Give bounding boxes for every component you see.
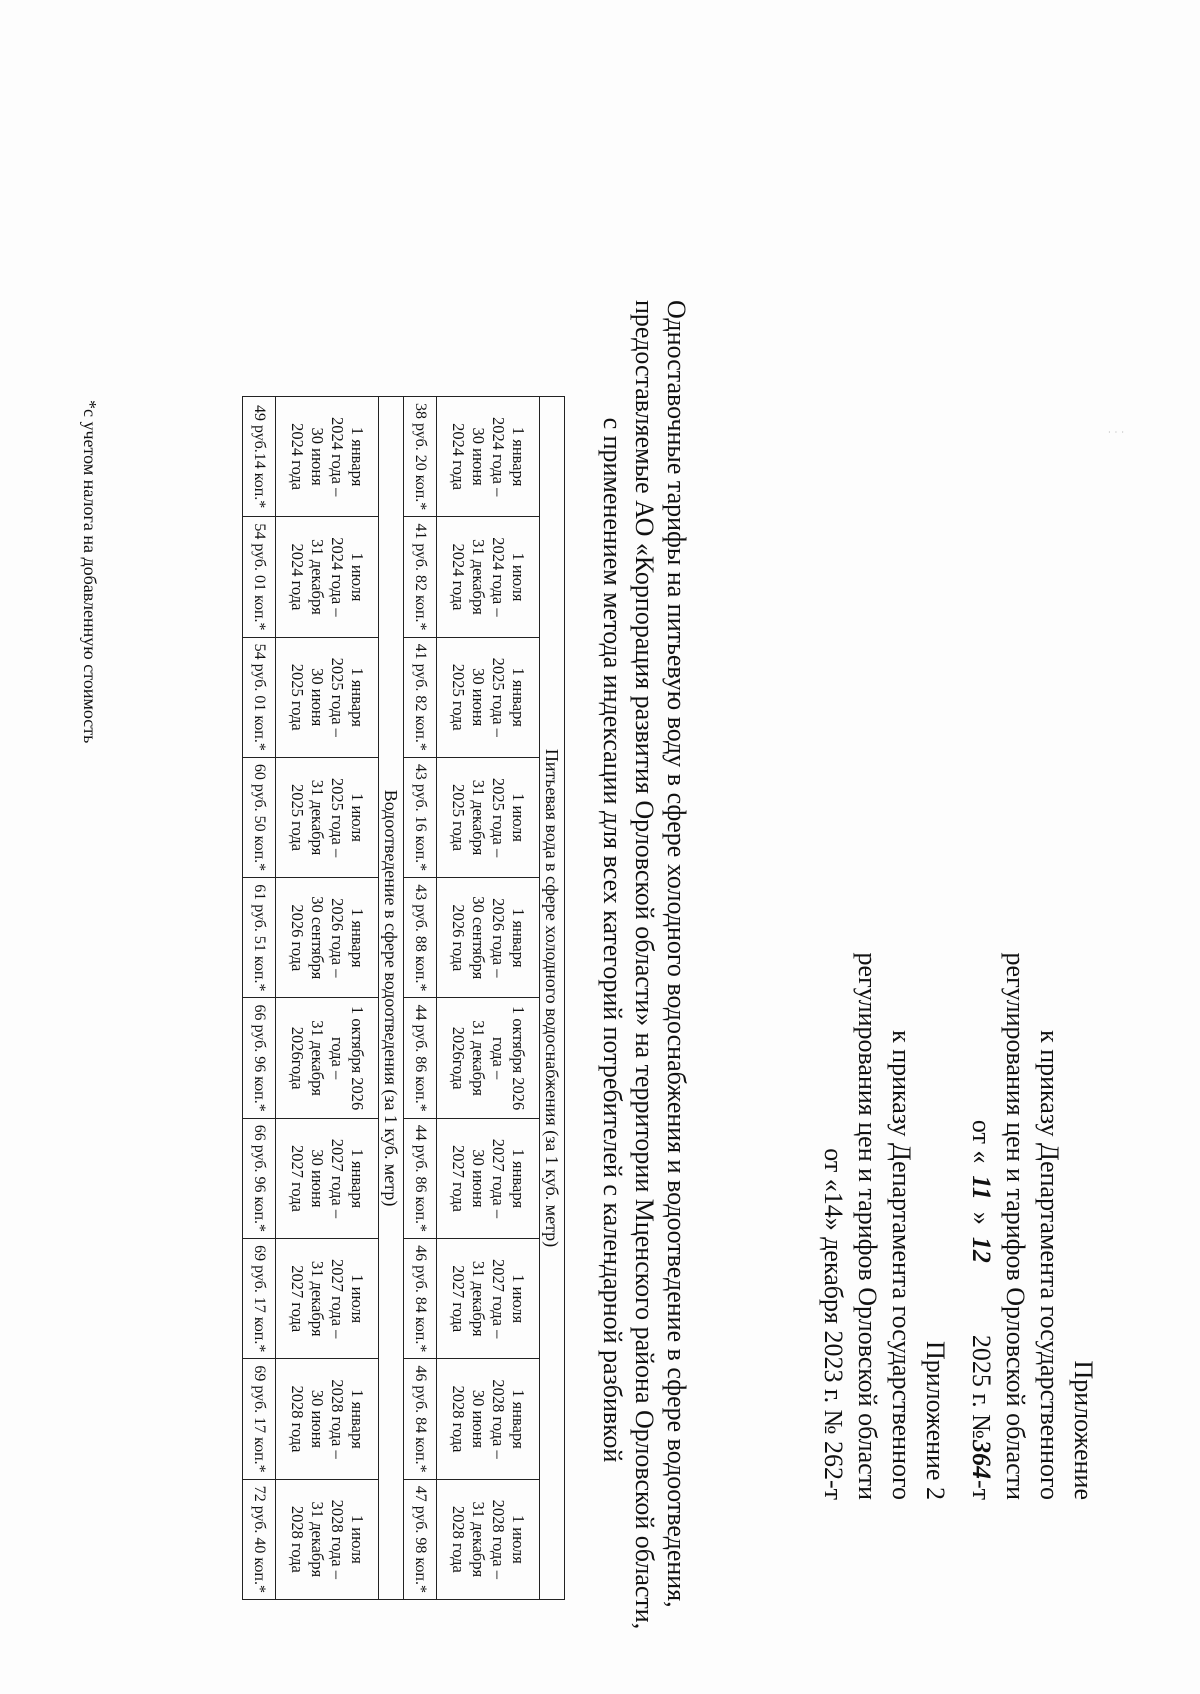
vat-footnote: *с учетом налога на добавленную стоимость — [80, 400, 100, 744]
period-line: 2028 года — [449, 1385, 468, 1453]
period-line: года – — [328, 1037, 347, 1080]
period-cell — [276, 397, 379, 517]
period-row — [276, 397, 379, 1600]
period-line: 2026 года – — [489, 898, 508, 978]
period-line: 1 января — [348, 426, 367, 487]
period-cell — [437, 637, 540, 757]
tariff-value-cell: 66 руб. 96 коп.* — [243, 998, 276, 1118]
period-line: 2026года — [288, 1026, 307, 1090]
period-line: 1 июля — [348, 1274, 367, 1324]
scan-speck: · · · — [1108, 428, 1125, 437]
period-line: 1 июля — [348, 1514, 367, 1564]
period-line: 1 января — [348, 1389, 367, 1449]
period-cell — [276, 1239, 379, 1359]
period-line: 2026 года – — [328, 898, 347, 978]
prior-order-line: к приказу Департамента государственного — [887, 1030, 916, 1500]
appendix-title: Приложение — [1069, 1360, 1098, 1500]
period-line: 2024 года – — [489, 537, 508, 617]
period-line: 31 декабря — [469, 539, 488, 615]
period-line: 2024 года — [288, 423, 307, 491]
period-line: 1 января — [509, 667, 528, 727]
tariff-value-cell: 43 руб. 88 коп.* — [404, 878, 437, 998]
section-heading-row — [379, 397, 404, 1600]
prior-department-line: регулирования цен и тарифов Орловской области — [853, 952, 882, 1500]
tariff-value-cell: 69 руб. 17 коп.* — [243, 1359, 276, 1479]
period-line: 30 июня — [469, 1149, 488, 1208]
period-line: 31 декабря — [469, 779, 488, 856]
period-line: 1 января — [348, 667, 367, 727]
period-line: 2025 года — [288, 663, 307, 731]
period-line: 31 декабря — [308, 539, 327, 615]
period-cell — [276, 878, 379, 998]
appendix-order-line: к приказу Департамента государственного — [1035, 1030, 1064, 1500]
period-line: 1 января — [348, 1148, 367, 1209]
period-line: 31 декабря — [308, 1020, 327, 1096]
period-cell — [437, 1359, 540, 1479]
period-cell — [437, 1479, 540, 1599]
period-cell — [437, 397, 540, 517]
period-line: 1 января — [509, 426, 528, 487]
period-cell — [276, 1479, 379, 1599]
period-line: 2025 года – — [328, 657, 347, 737]
tariff-value-cell: 41 руб. 82 коп.* — [404, 517, 437, 637]
appendix-date-line — [964, 600, 998, 1500]
period-line: 2028 года – — [489, 1379, 508, 1459]
period-line: 31 декабря — [469, 1020, 488, 1096]
period-line: 2027 года — [449, 1265, 468, 1333]
period-line: 2024 года – — [328, 537, 347, 617]
period-line: 2024 года — [449, 423, 468, 491]
period-cell — [276, 517, 379, 637]
period-line: 2025 года — [288, 784, 307, 852]
period-cell — [276, 757, 379, 877]
period-line: 1 января — [509, 1148, 528, 1209]
handwritten-day: 11 — [967, 1175, 996, 1200]
period-line: 31 декабря — [308, 1501, 327, 1578]
period-line: 30 сентября — [308, 896, 327, 980]
period-line: 2025 года — [449, 784, 468, 852]
period-line: 2028 года – — [328, 1379, 347, 1459]
period-line: 30 сентября — [469, 896, 488, 980]
period-line: 2024 года – — [328, 416, 347, 497]
handwritten-number: 364 — [967, 1439, 996, 1479]
tariff-value-cell: 54 руб. 01 коп.* — [243, 517, 276, 637]
title-line-3: с применением метода индексации для всех категорий потребителей с календарной разбивкой — [598, 417, 627, 1463]
period-line: 2024 года – — [489, 416, 508, 497]
period-line: 30 июня — [308, 1149, 327, 1208]
period-cell — [437, 998, 540, 1118]
title-line-2: предоставляемые АО «Корпорация развития Орловской области» на территории Мценского района Орловской области, — [630, 300, 659, 1630]
tariff-value-cell: 46 руб. 84 коп.* — [404, 1359, 437, 1479]
period-line: 2028 года — [288, 1385, 307, 1453]
tariff-value-cell: 38 руб. 20 коп.* — [404, 397, 437, 517]
tariff-value-cell: 49 руб.14 коп.* — [243, 397, 276, 517]
period-line: 30 июня — [469, 1389, 488, 1449]
period-line: 2026 года — [288, 904, 307, 972]
period-line: 2027 года — [288, 1265, 307, 1333]
date-mid: » — [967, 1211, 996, 1225]
period-line: 30 июня — [308, 1389, 327, 1449]
period-line: 1 июля — [348, 793, 367, 843]
period-line: 1 июля — [348, 552, 367, 602]
tariff-value-cell: 61 руб. 51 коп.* — [243, 878, 276, 998]
prior-appendix-title: Приложение 2 — [921, 1340, 950, 1500]
period-line: 31 декабря — [469, 1260, 488, 1337]
section-heading: Питьевая вода в сфере холодного водоснабжения (за 1 куб. метр) — [540, 397, 565, 1600]
period-line: 1 октября 2026 — [509, 1005, 528, 1111]
period-row — [437, 397, 540, 1600]
period-line: 2025 года — [449, 663, 468, 731]
tariff-value-row — [404, 397, 437, 1600]
tariff-value-cell: 43 руб. 16 коп.* — [404, 757, 437, 877]
period-line: 30 июня — [469, 427, 488, 486]
period-line: 1 июля — [509, 1514, 528, 1564]
period-line: 1 января — [348, 908, 367, 968]
period-line: 31 декабря — [469, 1501, 488, 1578]
period-line: 1 июля — [509, 552, 528, 602]
period-line: 2027 года – — [489, 1259, 508, 1339]
tariff-value-cell: 44 руб. 86 коп.* — [404, 998, 437, 1118]
rotated-document — [0, 100, 1100, 1630]
period-cell — [437, 757, 540, 877]
period-line: 2024 года — [449, 543, 468, 611]
tariff-value-cell: 44 руб. 86 коп.* — [404, 1118, 437, 1238]
period-line: 2028 года — [288, 1505, 307, 1573]
tariff-value-cell: 60 руб. 50 коп.* — [243, 757, 276, 877]
period-cell — [276, 637, 379, 757]
period-line: 2024 года — [288, 543, 307, 611]
tariff-table — [242, 396, 565, 1600]
period-line: 1 июля — [509, 1274, 528, 1324]
period-cell — [276, 1118, 379, 1238]
document-title — [596, 300, 692, 1630]
tariff-value-cell: 47 руб. 98 коп.* — [404, 1479, 437, 1599]
tariff-value-cell: 54 руб. 01 коп.* — [243, 637, 276, 757]
period-line: 30 июня — [308, 427, 327, 486]
period-line: 31 декабря — [308, 779, 327, 856]
appendix-current-header — [964, 600, 1100, 1500]
period-cell — [437, 517, 540, 637]
tariff-value-cell: 46 руб. 84 коп.* — [404, 1239, 437, 1359]
period-line: 2025 года – — [328, 777, 347, 858]
period-line: 1 июля — [509, 793, 528, 843]
title-line-1: Одноставочные тарифы на питьевую воду в сфере холодного водоснабжения и водоотведение в сфере водоотведения, — [662, 300, 691, 1608]
period-line: 2026года — [449, 1026, 468, 1090]
date-year: 2025 г. № — [967, 1334, 996, 1439]
tariff-value-cell: 66 руб. 96 коп.* — [243, 1118, 276, 1238]
period-line: 31 декабря — [308, 1260, 327, 1337]
tariff-value-cell: 69 руб. 17 коп.* — [243, 1239, 276, 1359]
period-line: 2028 года — [449, 1505, 468, 1573]
period-cell — [437, 1118, 540, 1238]
period-line: 2026 года — [449, 904, 468, 972]
period-line: года – — [489, 1037, 508, 1080]
handwritten-month: 12 — [967, 1236, 996, 1263]
period-line: 2027 года — [449, 1144, 468, 1212]
period-cell — [437, 1239, 540, 1359]
period-line: 30 июня — [308, 668, 327, 727]
period-cell — [437, 878, 540, 998]
tariff-value-row — [243, 397, 276, 1600]
period-line: 30 июня — [469, 668, 488, 727]
date-prefix: от « — [967, 1119, 996, 1164]
appendix-department-line: регулирования цен и тарифов Орловской области — [1001, 952, 1030, 1500]
tariff-value-cell: 41 руб. 82 коп.* — [404, 637, 437, 757]
period-line: 2028 года – — [489, 1499, 508, 1580]
period-line: 2027 года – — [489, 1138, 508, 1219]
period-line: 1 января — [509, 908, 528, 968]
period-line: 2027 года — [288, 1144, 307, 1212]
appendix-prior-header — [816, 600, 952, 1500]
period-line: 1 января — [509, 1389, 528, 1449]
period-line: 2027 года – — [328, 1138, 347, 1219]
period-cell — [276, 998, 379, 1118]
tariff-value-cell: 72 руб. 40 коп.* — [243, 1479, 276, 1599]
period-line: 2025 года – — [489, 777, 508, 858]
section-heading: Водоотведение в сфере водоотведения (за 1 куб. метр) — [379, 397, 404, 1600]
period-line: 2028 года – — [328, 1499, 347, 1580]
section-heading-row — [540, 397, 565, 1600]
period-cell — [276, 1359, 379, 1479]
period-line: 2025 года – — [489, 657, 508, 737]
number-suffix: -т — [967, 1479, 996, 1500]
prior-date-line: от «14» декабря 2023 г. № 262-т — [819, 1148, 848, 1500]
period-line: 1 октября 2026 — [348, 1005, 367, 1111]
period-line: 2027 года – — [328, 1259, 347, 1339]
